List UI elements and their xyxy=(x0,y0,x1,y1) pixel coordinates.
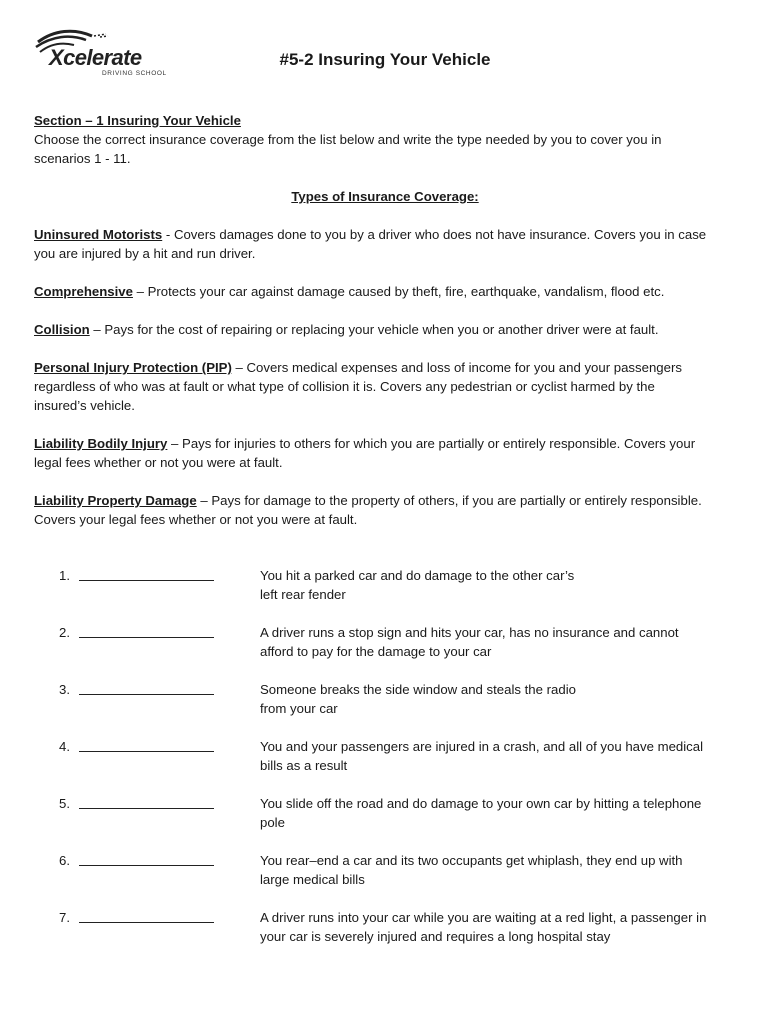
section-heading: Section – 1 Insuring Your Vehicle xyxy=(34,113,241,128)
question-text: Someone breaks the side window and steals the radio from your car xyxy=(260,682,576,716)
coverage-term: Liability Property Damage xyxy=(34,493,197,508)
answer-blank[interactable] xyxy=(79,908,214,923)
question-text: You rear–end a car and its two occupants get whiplash, they end up with large medical bills xyxy=(260,853,683,887)
coverage-description: – Covers medical expenses and loss of income for you and your passengers xyxy=(231,360,682,375)
definition-line xyxy=(34,282,734,301)
page-title: #5-2 Insuring Your Vehicle xyxy=(279,50,491,69)
coverage-term: Comprehensive xyxy=(34,284,133,299)
question-number: 4. xyxy=(59,739,70,754)
definition-line: Covers your legal fees whether or not you were at fault. xyxy=(34,512,358,527)
types-heading: Types of Insurance Coverage: xyxy=(291,189,479,204)
definition-line xyxy=(34,491,734,510)
coverage-term: Liability Bodily Injury xyxy=(34,436,168,451)
question-text: A driver runs into your car while you are waiting at a red light, a passenger in your car is severely injured and requires a long hospital stay xyxy=(260,910,707,944)
answer-blank[interactable] xyxy=(79,794,214,809)
coverage-comprehensive xyxy=(34,282,734,301)
definition-line: insured’s vehicle. xyxy=(34,398,135,413)
instructions-line-1: Choose the correct insurance coverage from the list below and write the type needed by you to cover you in xyxy=(34,132,662,147)
answer-blank[interactable] xyxy=(79,851,214,866)
coverage-collision xyxy=(34,320,734,339)
question-text: You and your passengers are injured in a crash, and all of you have medical bills as a result xyxy=(260,739,704,773)
logo-tagline: DRIVING SCHOOL xyxy=(102,70,167,77)
question-number: 5. xyxy=(59,796,70,811)
answer-blank[interactable] xyxy=(79,737,214,752)
question-number: 1. xyxy=(59,568,70,583)
coverage-pip xyxy=(34,358,734,415)
coverage-description: – Pays for damage to the property of others, if you are partially or entirely responsible. xyxy=(196,493,702,508)
answer-blank[interactable] xyxy=(79,680,214,695)
answer-blank[interactable] xyxy=(79,623,214,638)
definition-line xyxy=(34,225,734,244)
section-instructions xyxy=(34,130,724,168)
question-text: A driver runs a stop sign and hits your car, has no insurance and cannot afford to pay for the damage to your car xyxy=(260,625,679,659)
coverage-description: - Covers damages done to you by a driver who does not have insurance. Covers you in case xyxy=(162,227,707,242)
definition-line: you are injured by a hit and run driver. xyxy=(34,246,256,261)
coverage-term: Personal Injury Protection (PIP) xyxy=(34,360,232,375)
answer-blank[interactable] xyxy=(79,566,214,581)
coverage-uninsured-motorists xyxy=(34,225,734,263)
definition-line xyxy=(34,434,734,453)
coverage-term: Collision xyxy=(34,322,90,337)
logo-wordmark: Xcelerate xyxy=(49,45,142,70)
question-number: 6. xyxy=(59,853,70,868)
question-number: 7. xyxy=(59,910,70,925)
coverage-description: – Protects your car against damage caused by theft, fire, earthquake, vandalism, flood etc. xyxy=(132,284,665,299)
coverage-term: Uninsured Motorists xyxy=(34,227,163,242)
question-number: 2. xyxy=(59,625,70,640)
question-text: You hit a parked car and do damage to the other car’s left rear fender xyxy=(260,568,575,602)
definition-line xyxy=(34,320,734,339)
definition-line xyxy=(34,358,734,377)
coverage-description: – Pays for the cost of repairing or replacing your vehicle when you or another driver were at fault. xyxy=(89,322,659,337)
coverage-liability-property-damage xyxy=(34,491,734,529)
question-number: 3. xyxy=(59,682,70,697)
coverage-description: – Pays for injuries to others for which you are partially or entirely responsible. Covers your xyxy=(167,436,696,451)
question-text: You slide off the road and do damage to your own car by hitting a telephone pole xyxy=(260,796,702,830)
instructions-line-2: scenarios 1 - 11. xyxy=(34,151,131,166)
coverage-liability-bodily-injury xyxy=(34,434,734,472)
definition-line: legal fees whether or not you were at fault. xyxy=(34,455,283,470)
definition-line: regardless of who was at fault or what type of collision it is. Covers any pedestrian or cyclist harmed by the xyxy=(34,379,655,394)
